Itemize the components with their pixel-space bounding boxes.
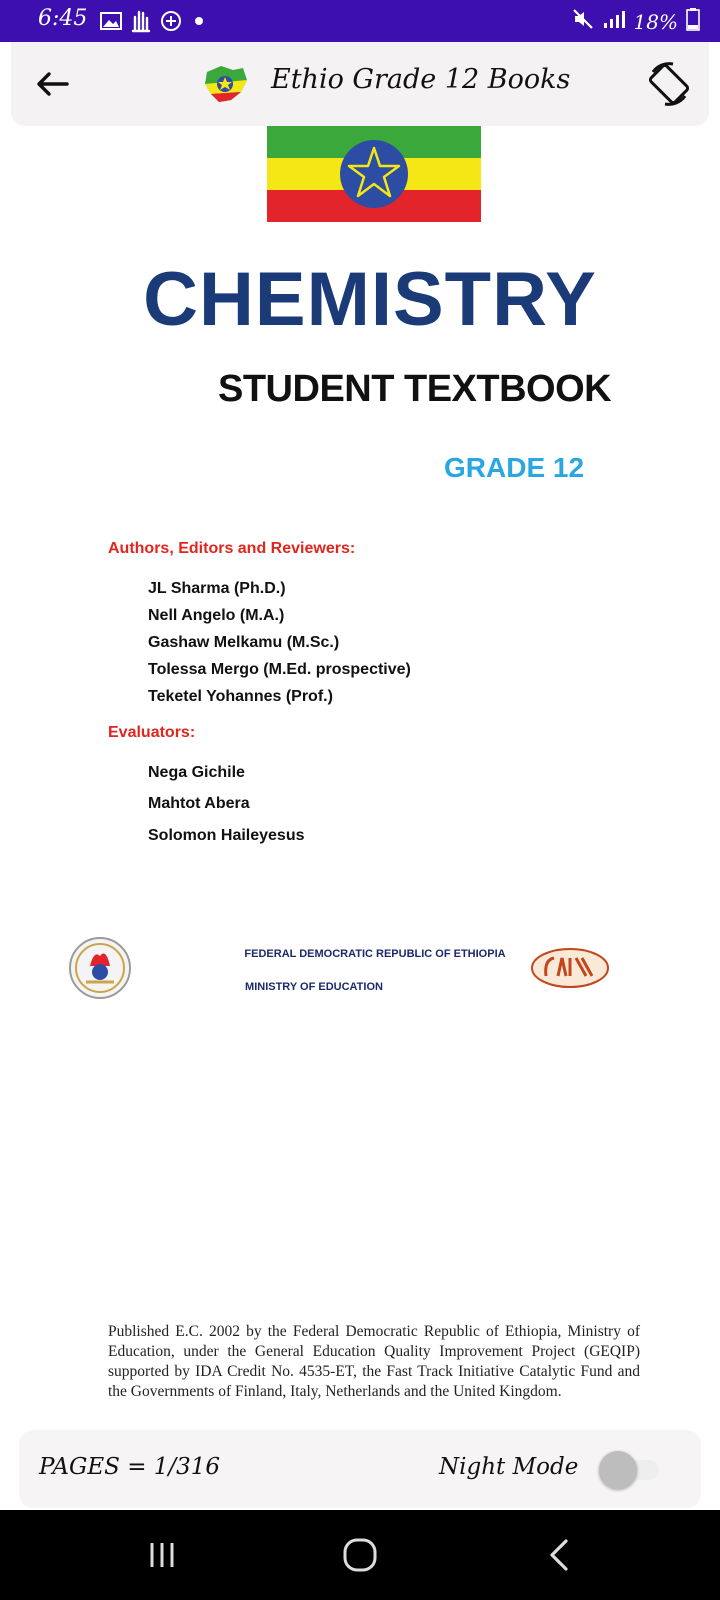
author-item: Tolessa Mergo (M.Ed. prospective) (148, 661, 411, 678)
star-logo (530, 946, 610, 990)
author-item: Teketel Yohannes (Prof.) (148, 688, 333, 705)
back-button[interactable] (33, 64, 73, 104)
app-title: Ethio Grade 12 Books (271, 64, 571, 95)
home-button[interactable] (340, 1535, 380, 1575)
navigation-bar (0, 1510, 720, 1600)
status-left-icons (100, 9, 208, 38)
home-icon (340, 1535, 380, 1575)
chevron-left-icon (540, 1535, 580, 1575)
evaluator-item: Mahtot Abera (148, 795, 250, 812)
arrow-left-icon (33, 64, 73, 104)
authors-label: Authors, Editors and Reviewers: (108, 540, 356, 557)
app-bar (11, 42, 709, 126)
hand-icon (130, 9, 152, 38)
publication-note: Published E.C. 2002 by the Federal Democratic Republic of Ethiopia, Ministry of Education, under the General Education Quality Improvement Project (GEQIP) supported by IDA Credit No. 4535-ET, the Fast Track Initiative Catalytic Fund and the Governments of Finland, Italy, Netherlands and the United Kingdom. (108, 1323, 640, 1400)
book-title: CHEMISTRY (143, 257, 597, 342)
status-time: 6:45 (38, 6, 88, 31)
page-counter: PAGES = 1/316 (39, 1454, 221, 1480)
ethiopia-map-logo (201, 62, 249, 106)
recents-icon (142, 1535, 182, 1575)
screen-rotate-icon (643, 58, 695, 110)
plus-circle-icon (160, 10, 182, 37)
recent-apps-button[interactable] (142, 1535, 182, 1575)
battery-icon (686, 7, 700, 36)
page-bar (19, 1430, 701, 1508)
battery-text: 18% (633, 9, 678, 34)
author-item: Nell Angelo (M.A.) (148, 607, 285, 624)
ethiopian-flag (267, 126, 481, 222)
dot-icon (190, 10, 208, 37)
book-grade: GRADE 12 (444, 452, 585, 483)
author-item: JL Sharma (Ph.D.) (148, 580, 286, 597)
status-bar (0, 0, 720, 42)
signal-icon (602, 8, 626, 35)
toggle-knob (599, 1451, 637, 1489)
author-item: Gashaw Melkamu (M.Sc.) (148, 634, 340, 651)
ministry-text: MINISTRY OF EDUCATION (245, 981, 383, 993)
book-subtitle: STUDENT TEXTBOOK (218, 368, 612, 410)
book-page[interactable] (0, 126, 720, 1426)
evaluators-label: Evaluators: (108, 724, 196, 741)
mute-icon (572, 8, 594, 35)
night-mode-toggle[interactable] (599, 1450, 663, 1490)
federal-text: FEDERAL DEMOCRATIC REPUBLIC OF ETHIOPIA (244, 948, 506, 960)
back-nav-button[interactable] (540, 1535, 580, 1575)
status-right (572, 7, 700, 36)
evaluator-item: Solomon Haileyesus (148, 827, 305, 844)
gallery-icon (100, 11, 122, 36)
rotate-button[interactable] (643, 58, 695, 110)
night-mode-label: Night Mode (439, 1454, 579, 1480)
evaluator-item: Nega Gichile (148, 764, 245, 781)
